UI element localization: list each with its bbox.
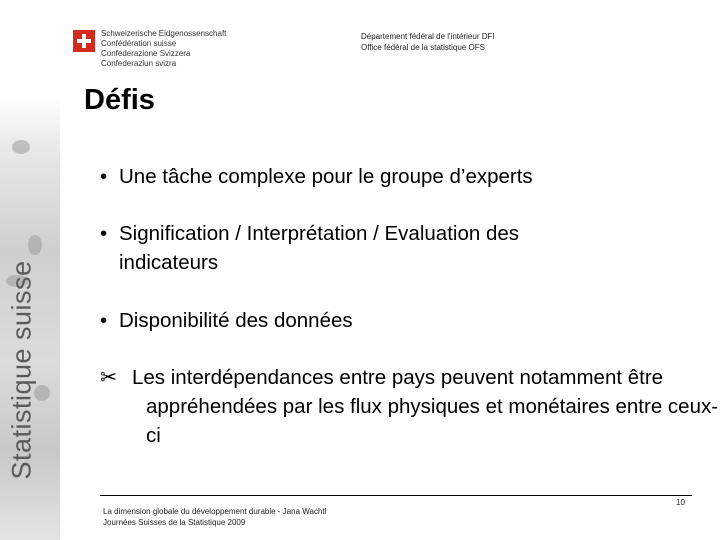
bullet-dot-icon: • [100, 222, 108, 245]
footer-divider [100, 495, 692, 496]
department-info [361, 31, 495, 53]
confederation-line: Confederaziun svizra [101, 59, 177, 68]
department-line: Département fédéral de l'intérieur DFI [361, 32, 495, 41]
footer-text [103, 506, 326, 528]
footer-line: Journées Suisses de la Statistique 2009 [103, 518, 246, 527]
confederation-line: Confederazione Svizzera [101, 49, 191, 58]
photo-figure [12, 140, 30, 154]
bullet-dot-icon: • [100, 309, 108, 332]
sidebar-brand-text: Statistique suisse [6, 260, 37, 480]
sidebar-brand [2, 250, 42, 490]
sub-bullet-text: Les interdépendances entre pays peuvent notamment être appréhendées par les flux physiques et monétaires entre ceux-ci [132, 366, 719, 447]
bullet-item [100, 306, 620, 335]
sub-bullet-item [100, 363, 720, 450]
bullet-text: Disponibilité des données [119, 309, 353, 332]
swiss-flag-icon [73, 30, 95, 52]
confederation-line: Schweizerische Eidgenossenschaft [101, 29, 227, 38]
bullet-dot-icon: • [100, 165, 108, 188]
bullet-item [100, 219, 620, 277]
bullet-item [100, 162, 620, 191]
footer-line: La dimension globale du développement durable - Jana Wachtl [103, 507, 327, 516]
scissors-icon: ✂ [100, 366, 118, 389]
bullet-text: Signification / Interprétation / Evaluation des indicateurs [119, 222, 519, 274]
slide-title: Défis [84, 84, 155, 116]
bullet-text: Une tâche complexe pour le groupe d’experts [119, 165, 533, 188]
confederation-line: Confédération suisse [101, 39, 177, 48]
department-line: Office fédéral de la statistique OFS [361, 43, 485, 52]
page-number: 10 [676, 498, 685, 507]
confederation-names [101, 29, 226, 69]
